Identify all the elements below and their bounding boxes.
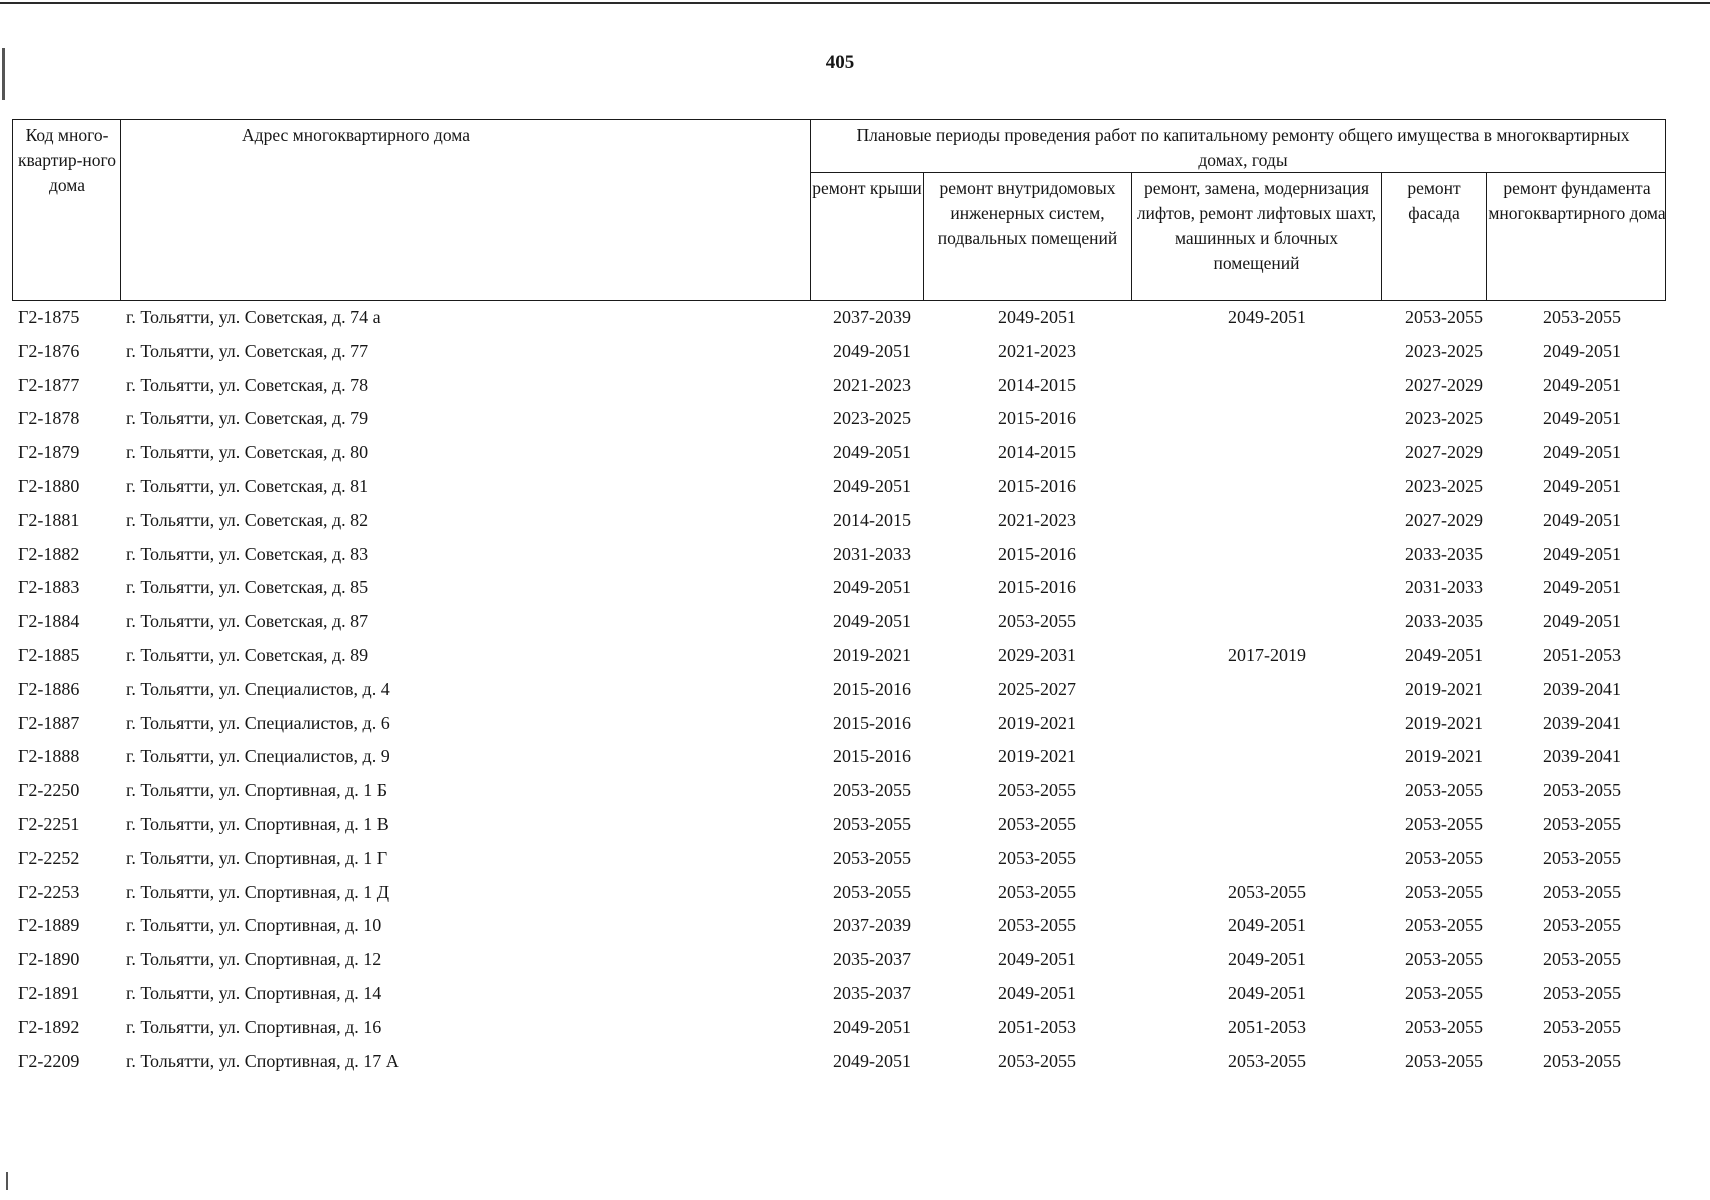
cell-facade: 2053-2055 [1405, 881, 1483, 902]
top-border-line [0, 2, 1710, 4]
cell-foundation: 2049-2051 [1543, 340, 1621, 361]
cell-foundation: 2053-2055 [1543, 1016, 1621, 1037]
cell-engineering: 2049-2051 [998, 983, 1076, 1003]
cell-code: Г2-1882 [18, 543, 80, 564]
cell-engineering: 2053-2055 [998, 780, 1076, 801]
cell-code: Г2-1889 [18, 915, 80, 936]
cell-code: Г2-1891 [18, 983, 80, 1003]
cell-foundation: 2049-2051 [1543, 374, 1621, 395]
cell-elevators [1142, 572, 1392, 606]
cell-elevators: 2049-2051 [1228, 915, 1306, 936]
table-row [12, 471, 1666, 505]
cell-address: г. Тольятти, ул. Советская, д. 87 [126, 611, 369, 632]
cell-elevators [1142, 775, 1392, 809]
cell-facade: 2053-2055 [1405, 780, 1483, 801]
cell-facade: 2053-2055 [1405, 847, 1483, 868]
cell-facade: 2023-2025 [1405, 340, 1483, 361]
cell-foundation: 2049-2051 [1543, 509, 1621, 530]
cell-engineering: 2053-2055 [998, 814, 1076, 834]
table-row [12, 505, 1666, 539]
cell-facade: 2019-2021 [1405, 746, 1483, 767]
cell-facade: 2027-2029 [1405, 442, 1483, 463]
cell-address: г. Тольятти, ул. Спортивная, д. 1 В [126, 814, 389, 834]
table-row [12, 674, 1666, 708]
cell-roof: 2037-2039 [833, 915, 911, 936]
table-row [12, 539, 1666, 573]
cell-engineering: 2019-2021 [998, 712, 1076, 733]
cell-elevators [1142, 403, 1392, 437]
cell-elevators [1142, 505, 1392, 539]
cell-code: Г2-1879 [18, 442, 80, 463]
cell-elevators [1142, 843, 1392, 877]
cell-code: Г2-1878 [18, 408, 80, 429]
cell-engineering: 2053-2055 [998, 915, 1076, 936]
cell-address: г. Тольятти, ул. Советская, д. 85 [126, 577, 369, 598]
cell-foundation: 2039-2041 [1543, 712, 1621, 733]
cell-engineering: 2025-2027 [998, 678, 1076, 699]
cell-code: Г2-1877 [18, 374, 80, 395]
cell-engineering: 2019-2021 [998, 746, 1076, 767]
cell-address: г. Тольятти, ул. Спортивная, д. 12 [126, 949, 382, 970]
cell-elevators: 2017-2019 [1228, 645, 1306, 665]
header-code: Код много-квартир-ного дома [17, 125, 117, 195]
cell-address: г. Тольятти, ул. Спортивная, д. 1 Д [126, 881, 390, 902]
cell-foundation: 2049-2051 [1543, 408, 1621, 429]
cell-address: г. Тольятти, ул. Спортивная, д. 17 А [126, 1050, 399, 1071]
cell-code: Г2-2251 [18, 814, 80, 834]
cell-elevators [1142, 741, 1392, 775]
cell-facade: 2053-2055 [1405, 814, 1483, 834]
cell-code: Г2-1885 [18, 645, 80, 665]
table-row [12, 403, 1666, 437]
table-row [12, 1012, 1666, 1046]
cell-foundation: 2049-2051 [1543, 543, 1621, 564]
cell-engineering: 2051-2053 [998, 1016, 1076, 1037]
cell-elevators: 2049-2051 [1228, 307, 1306, 327]
cell-facade: 2053-2055 [1405, 1016, 1483, 1037]
cell-facade: 2053-2055 [1405, 1050, 1483, 1071]
cell-address: г. Тольятти, ул. Советская, д. 78 [126, 374, 369, 395]
cell-address: г. Тольятти, ул. Советская, д. 77 [126, 340, 369, 361]
table-row [12, 877, 1666, 911]
cell-code: Г2-1880 [18, 476, 80, 496]
cell-engineering: 2015-2016 [998, 543, 1076, 564]
cell-facade: 2053-2055 [1405, 949, 1483, 970]
cell-elevators [1142, 471, 1392, 505]
cell-roof: 2053-2055 [833, 881, 911, 902]
cell-elevators [1142, 437, 1392, 471]
table-row [12, 1046, 1666, 1080]
cell-code: Г2-2253 [18, 881, 80, 902]
cell-engineering: 2021-2023 [998, 340, 1076, 361]
cell-elevators [1142, 539, 1392, 573]
cell-roof: 2049-2051 [833, 1016, 911, 1037]
cell-address: г. Тольятти, ул. Советская, д. 89 [126, 645, 369, 665]
cell-code: Г2-1892 [18, 1016, 80, 1037]
cell-address: г. Тольятти, ул. Спортивная, д. 14 [126, 983, 382, 1003]
header-roof: ремонт крыши [812, 178, 922, 198]
cell-engineering: 2053-2055 [998, 847, 1076, 868]
table-row [12, 336, 1666, 370]
cell-roof: 2053-2055 [833, 847, 911, 868]
cell-foundation: 2053-2055 [1543, 949, 1621, 970]
cell-roof: 2049-2051 [833, 577, 911, 598]
scan-artifact-bottom [6, 1172, 8, 1190]
table-row [12, 809, 1666, 843]
cell-foundation: 2053-2055 [1543, 915, 1621, 936]
cell-engineering: 2029-2031 [998, 645, 1076, 665]
cell-elevators: 2051-2053 [1228, 1016, 1306, 1037]
cell-engineering: 2015-2016 [998, 476, 1076, 496]
cell-facade: 2027-2029 [1405, 374, 1483, 395]
table-row [12, 606, 1666, 640]
cell-roof: 2031-2033 [833, 543, 911, 564]
header-engineering: ремонт внутридомовых инженерных систем, подвальных помещений [937, 178, 1118, 248]
cell-roof: 2053-2055 [833, 814, 911, 834]
cell-facade: 2031-2033 [1405, 577, 1483, 598]
cell-code: Г2-1884 [18, 611, 80, 632]
cell-engineering: 2049-2051 [998, 949, 1076, 970]
cell-address: г. Тольятти, ул. Советская, д. 80 [126, 442, 369, 463]
table-row [12, 741, 1666, 775]
cell-elevators [1142, 336, 1392, 370]
cell-code: Г2-1890 [18, 949, 80, 970]
cell-engineering: 2053-2055 [998, 611, 1076, 632]
cell-elevators [1142, 606, 1392, 640]
cell-foundation: 2049-2051 [1543, 442, 1621, 463]
cell-foundation: 2039-2041 [1543, 678, 1621, 699]
cell-facade: 2023-2025 [1405, 408, 1483, 429]
cell-elevators [1142, 674, 1392, 708]
table-header [12, 119, 1666, 301]
cell-engineering: 2049-2051 [998, 307, 1076, 327]
cell-foundation: 2053-2055 [1543, 847, 1621, 868]
cell-engineering: 2014-2015 [998, 374, 1076, 395]
cell-elevators [1142, 370, 1392, 404]
cell-address: г. Тольятти, ул. Советская, д. 74 а [126, 307, 381, 327]
cell-foundation: 2039-2041 [1543, 746, 1621, 767]
cell-roof: 2015-2016 [833, 678, 911, 699]
cell-facade: 2053-2055 [1405, 307, 1483, 327]
cell-elevators [1142, 809, 1392, 843]
cell-facade: 2033-2035 [1405, 611, 1483, 632]
cell-code: Г2-1886 [18, 678, 80, 699]
cell-code: Г2-1875 [18, 307, 80, 327]
cell-code: Г2-1887 [18, 712, 80, 733]
cell-roof: 2049-2051 [833, 442, 911, 463]
table-row [12, 302, 1666, 336]
cell-roof: 2019-2021 [833, 645, 911, 665]
header-foundation: ремонт фундамента многоквартирного дома [1488, 178, 1666, 223]
page-number: 405 [825, 52, 855, 73]
cell-code: Г2-2250 [18, 780, 80, 801]
cell-engineering: 2021-2023 [998, 509, 1076, 530]
cell-engineering: 2053-2055 [998, 1050, 1076, 1071]
cell-elevators: 2053-2055 [1228, 1050, 1306, 1071]
table-row [12, 708, 1666, 742]
table-row [12, 437, 1666, 471]
header-divider [810, 120, 811, 300]
table-row [12, 910, 1666, 944]
cell-roof: 2049-2051 [833, 1050, 911, 1071]
cell-roof: 2049-2051 [833, 340, 911, 361]
table-row [12, 370, 1666, 404]
cell-roof: 2015-2016 [833, 746, 911, 767]
header-elevators: ремонт, замена, модернизация лифтов, ремонт лифтовых шахт, машинных и блочных помещений [1136, 178, 1377, 273]
header-address: Адрес многоквартирного дома [242, 125, 470, 145]
cell-engineering: 2014-2015 [998, 442, 1076, 463]
cell-code: Г2-2209 [18, 1050, 80, 1071]
header-periods-group: Плановые периоды проведения работ по капитальному ремонту общего имущества в многоквартирных домах, годы [856, 125, 1630, 170]
cell-facade: 2019-2021 [1405, 712, 1483, 733]
cell-roof: 2015-2016 [833, 712, 911, 733]
cell-address: г. Тольятти, ул. Спортивная, д. 16 [126, 1016, 382, 1037]
cell-foundation: 2049-2051 [1543, 476, 1621, 496]
cell-foundation: 2053-2055 [1543, 307, 1621, 327]
cell-foundation: 2053-2055 [1543, 814, 1621, 834]
cell-foundation: 2053-2055 [1543, 983, 1621, 1003]
table-row [12, 944, 1666, 978]
table-row [12, 640, 1666, 674]
cell-foundation: 2053-2055 [1543, 881, 1621, 902]
cell-roof: 2014-2015 [833, 509, 911, 530]
cell-facade: 2019-2021 [1405, 678, 1483, 699]
cell-address: г. Тольятти, ул. Советская, д. 83 [126, 543, 369, 564]
cell-address: г. Тольятти, ул. Специалистов, д. 9 [126, 746, 390, 767]
cell-foundation: 2053-2055 [1543, 780, 1621, 801]
cell-facade: 2049-2051 [1405, 645, 1483, 665]
cell-foundation: 2051-2053 [1543, 645, 1621, 665]
cell-address: г. Тольятти, ул. Советская, д. 81 [126, 476, 369, 496]
cell-facade: 2027-2029 [1405, 509, 1483, 530]
cell-facade: 2023-2025 [1405, 476, 1483, 496]
cell-address: г. Тольятти, ул. Спортивная, д. 1 Г [126, 847, 388, 868]
cell-facade: 2053-2055 [1405, 915, 1483, 936]
cell-roof: 2049-2051 [833, 476, 911, 496]
cell-address: г. Тольятти, ул. Спортивная, д. 10 [126, 915, 382, 936]
cell-foundation: 2049-2051 [1543, 577, 1621, 598]
cell-code: Г2-1881 [18, 509, 80, 530]
cell-code: Г2-1883 [18, 577, 80, 598]
table-row [12, 572, 1666, 606]
cell-code: Г2-1888 [18, 746, 80, 767]
cell-roof: 2049-2051 [833, 611, 911, 632]
cell-roof: 2021-2023 [833, 374, 911, 395]
cell-elevators [1142, 708, 1392, 742]
cell-address: г. Тольятти, ул. Специалистов, д. 4 [126, 678, 390, 699]
cell-elevators: 2049-2051 [1228, 983, 1306, 1003]
cell-code: Г2-1876 [18, 340, 80, 361]
cell-roof: 2035-2037 [833, 983, 911, 1003]
cell-facade: 2053-2055 [1405, 983, 1483, 1003]
cell-address: г. Тольятти, ул. Специалистов, д. 6 [126, 712, 390, 733]
cell-foundation: 2049-2051 [1543, 611, 1621, 632]
cell-roof: 2023-2025 [833, 408, 911, 429]
cell-code: Г2-2252 [18, 847, 80, 868]
cell-address: г. Тольятти, ул. Советская, д. 79 [126, 408, 369, 429]
cell-facade: 2033-2035 [1405, 543, 1483, 564]
cell-roof: 2053-2055 [833, 780, 911, 801]
cell-elevators: 2049-2051 [1228, 949, 1306, 970]
cell-engineering: 2015-2016 [998, 577, 1076, 598]
cell-engineering: 2015-2016 [998, 408, 1076, 429]
cell-roof: 2035-2037 [833, 949, 911, 970]
cell-address: г. Тольятти, ул. Советская, д. 82 [126, 509, 369, 530]
cell-engineering: 2053-2055 [998, 881, 1076, 902]
header-facade: ремонт фасада [1407, 178, 1461, 223]
table-row [12, 775, 1666, 809]
cell-elevators: 2053-2055 [1228, 881, 1306, 902]
cell-roof: 2037-2039 [833, 307, 911, 327]
cell-foundation: 2053-2055 [1543, 1050, 1621, 1071]
cell-address: г. Тольятти, ул. Спортивная, д. 1 Б [126, 780, 388, 801]
table-row [12, 843, 1666, 877]
table-row [12, 978, 1666, 1012]
